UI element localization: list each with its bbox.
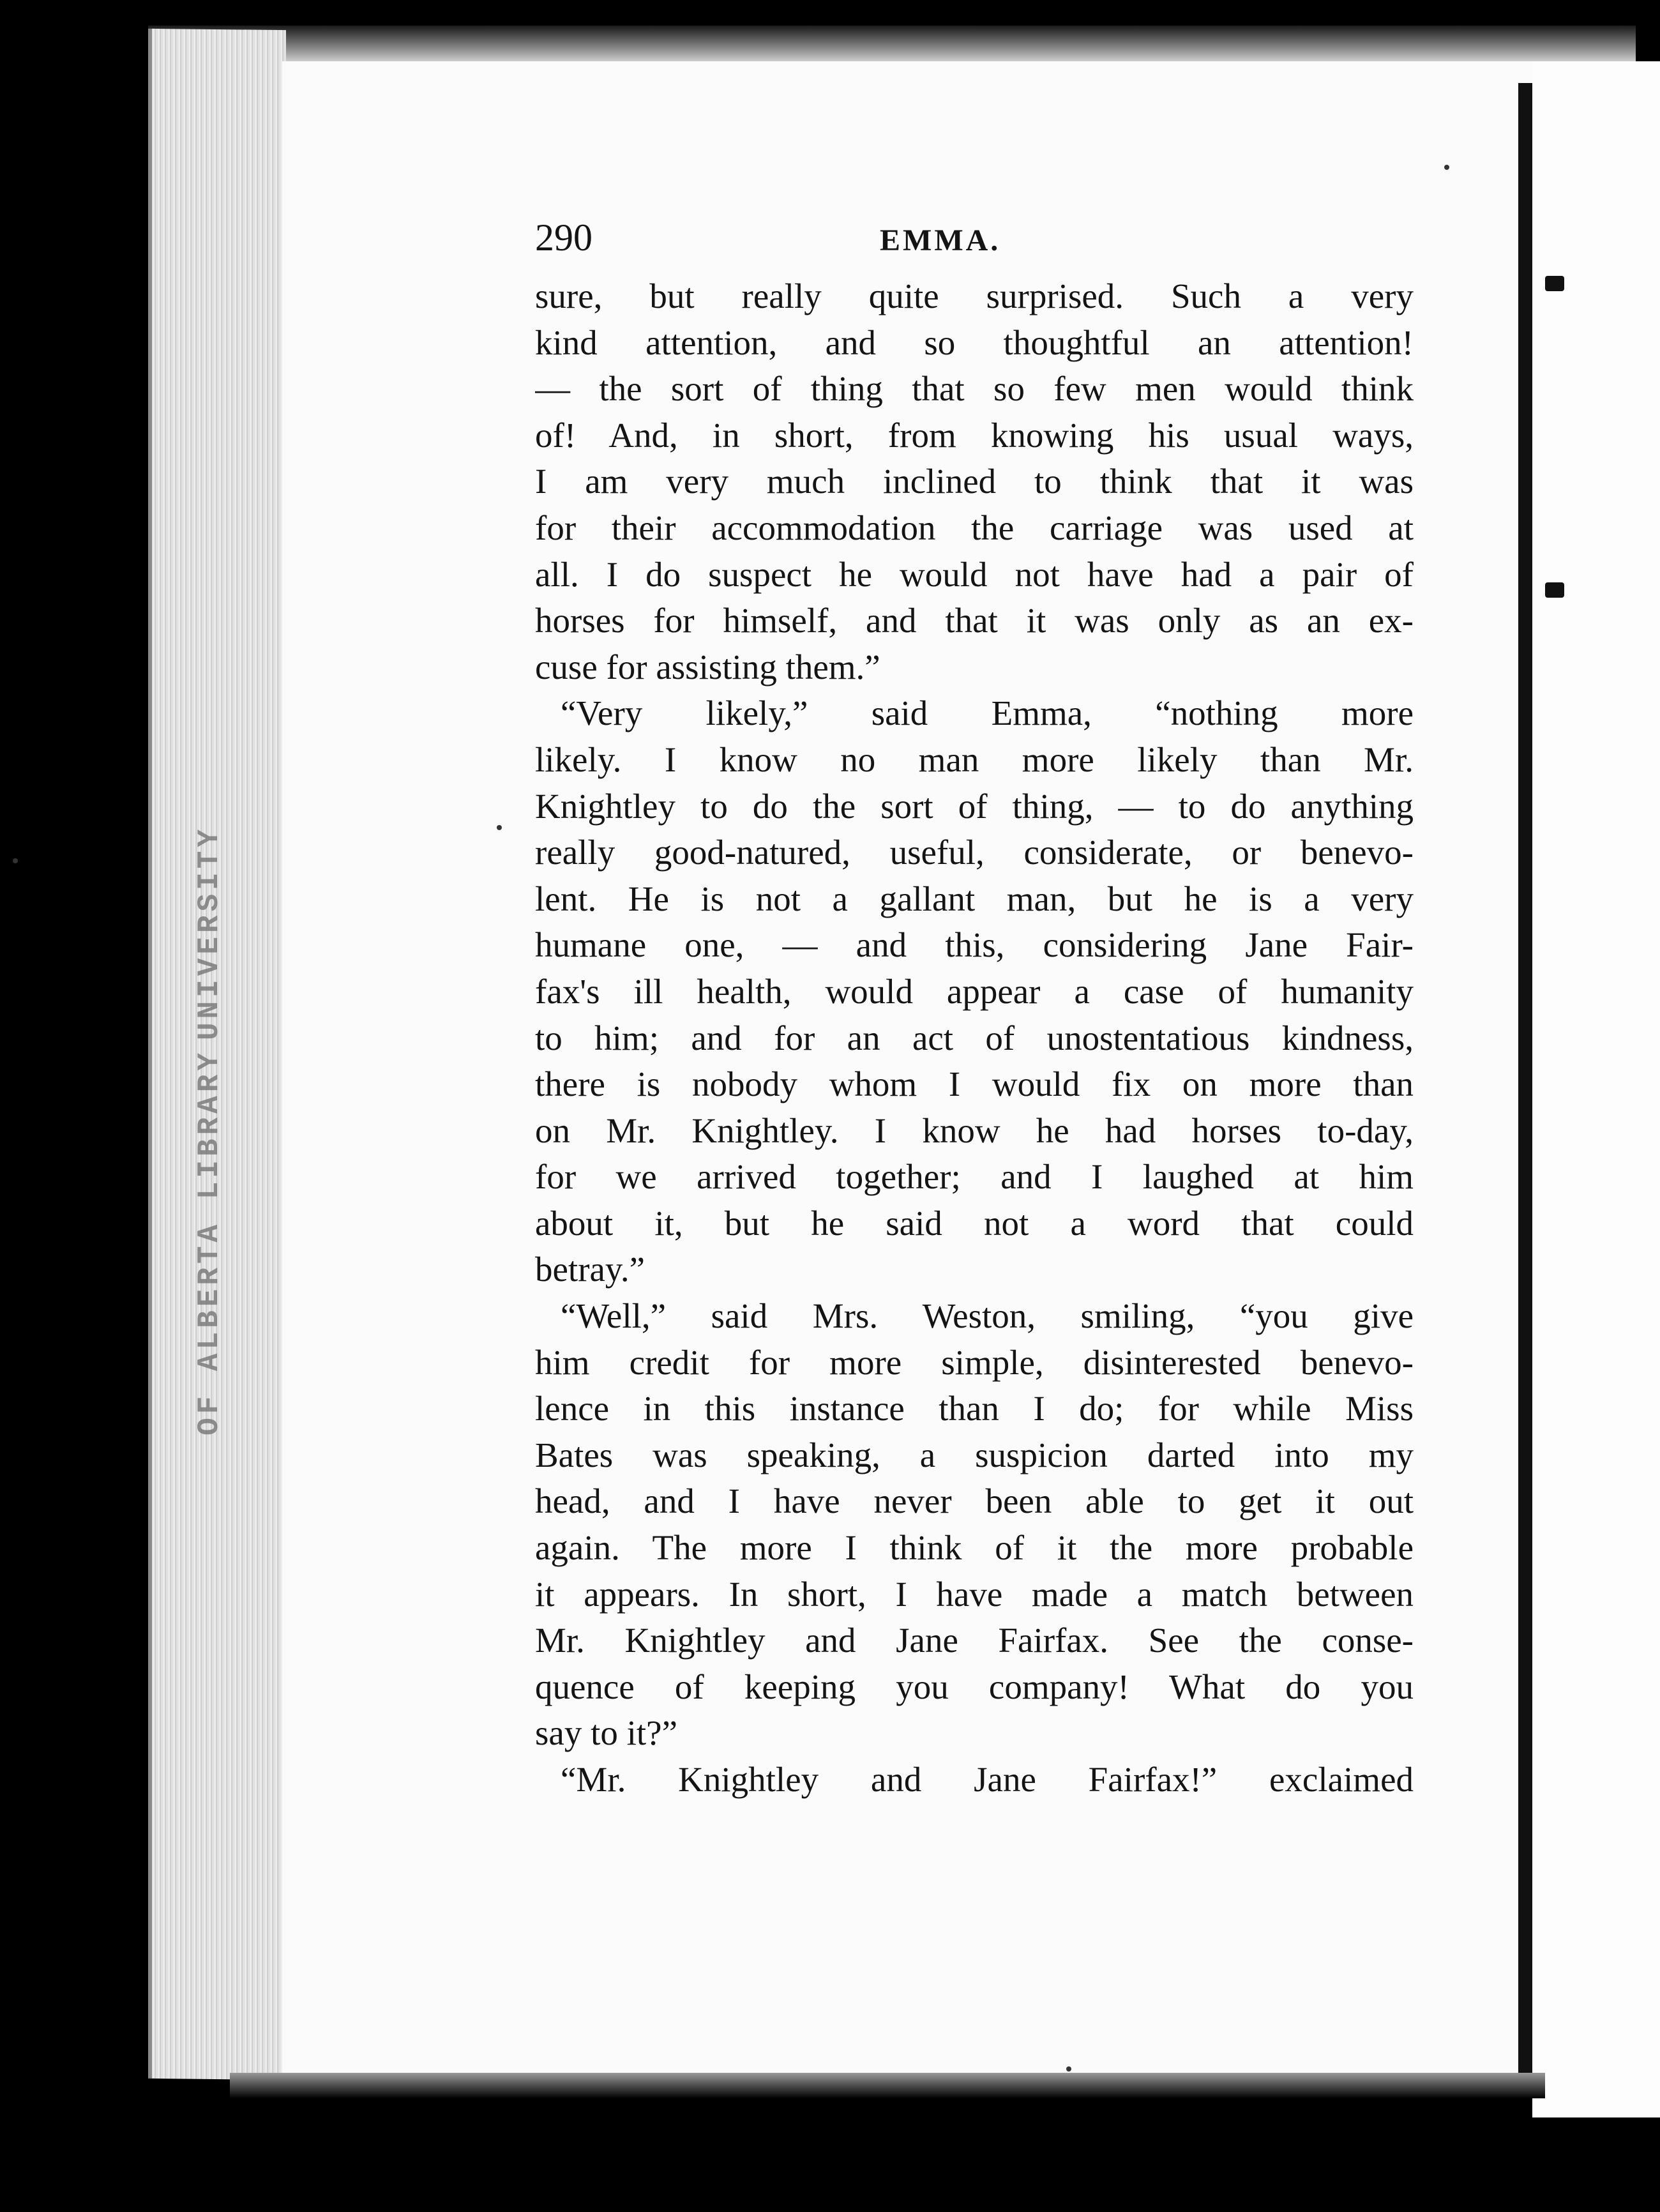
gutter-mark [1545, 276, 1564, 291]
text-line: humane one, — and this, considering Jane Fair- [535, 925, 1414, 965]
text-line: horses for himself, and that it was only as an ex- [535, 601, 1414, 640]
text-line: really good-natured, useful, considerate, or benevo- [535, 833, 1414, 872]
text-line: head, and I have never been able to get it out [535, 1481, 1414, 1521]
text-line: lence in this instance than I do; for while Miss [535, 1389, 1414, 1428]
text-line: for their accommodation the carriage was used at [535, 508, 1414, 547]
text-line: “Very likely,” said Emma, “nothing more [561, 693, 1414, 733]
text-line: — the sort of thing that so few men would think [535, 369, 1414, 409]
text-line: fax's ill health, would appear a case of humanity [535, 971, 1414, 1011]
page-bottom-shadow [230, 2073, 1545, 2098]
text-line: it appears. In short, I have made a match between [535, 1574, 1414, 1614]
page-number: 290 [535, 216, 592, 259]
page-gutter [1518, 83, 1532, 2088]
text-line: on Mr. Knightley. I know he had horses to-day, [535, 1110, 1414, 1150]
stamp-line-2: OF ALBERTA LIBRARY [193, 1049, 226, 1436]
library-stamp [158, 825, 260, 1436]
body-text [535, 273, 1414, 1803]
text-line: about it, but he said not a word that could [535, 1203, 1414, 1243]
stamp-line-1: UNIVERSITY [193, 825, 226, 1040]
page-text-block [535, 216, 1414, 1803]
text-line: likely. I know no man more likely than Mr. [535, 739, 1414, 779]
text-line: all. I do suspect he would not have had a pair of [535, 554, 1414, 594]
text-line: “Well,” said Mrs. Weston, smiling, “you give [561, 1296, 1414, 1336]
text-line: kind attention, and so thoughtful an attention! [535, 322, 1414, 362]
running-head [535, 216, 1414, 273]
scan-speck [497, 825, 502, 830]
scan-speck [1444, 165, 1449, 170]
text-line: again. The more I think of it the more probable [535, 1528, 1414, 1568]
gutter-mark [1545, 582, 1564, 598]
text-line: there is nobody whom I would fix on more than [535, 1064, 1414, 1104]
text-line: of! And, in short, from knowing his usual ways, [535, 415, 1414, 455]
text-line: Mr. Knightley and Jane Fairfax. See the conse- [535, 1621, 1414, 1660]
text-line: say to it?” [535, 1713, 677, 1753]
text-line: betray.” [535, 1250, 645, 1289]
text-line: for we arrived together; and I laughed at him [535, 1157, 1414, 1197]
running-title: EMMA. [880, 223, 1001, 257]
text-line: cuse for assisting them.” [535, 647, 880, 686]
text-line: lent. He is not a gallant man, but he is a very [535, 879, 1414, 918]
text-line: quence of keeping you company! What do you [535, 1667, 1414, 1706]
text-line: I am very much inclined to think that it was [535, 462, 1414, 501]
scan-speck [1066, 2066, 1071, 2072]
text-line: Knightley to do the sort of thing, — to do anything [535, 786, 1414, 826]
text-line: Bates was speaking, a suspicion darted into my [535, 1435, 1414, 1474]
book-top-edge [148, 26, 1636, 64]
text-line: him credit for more simple, disinterested benevo- [535, 1342, 1414, 1382]
text-line: sure, but really quite surprised. Such a very [535, 276, 1414, 315]
text-line: “Mr. Knightley and Jane Fairfax!” exclaimed [561, 1760, 1414, 1799]
scan-speck [13, 858, 18, 863]
facing-page [1532, 61, 1660, 2117]
text-line: to him; and for an act of unostentatious kindness, [535, 1018, 1414, 1057]
